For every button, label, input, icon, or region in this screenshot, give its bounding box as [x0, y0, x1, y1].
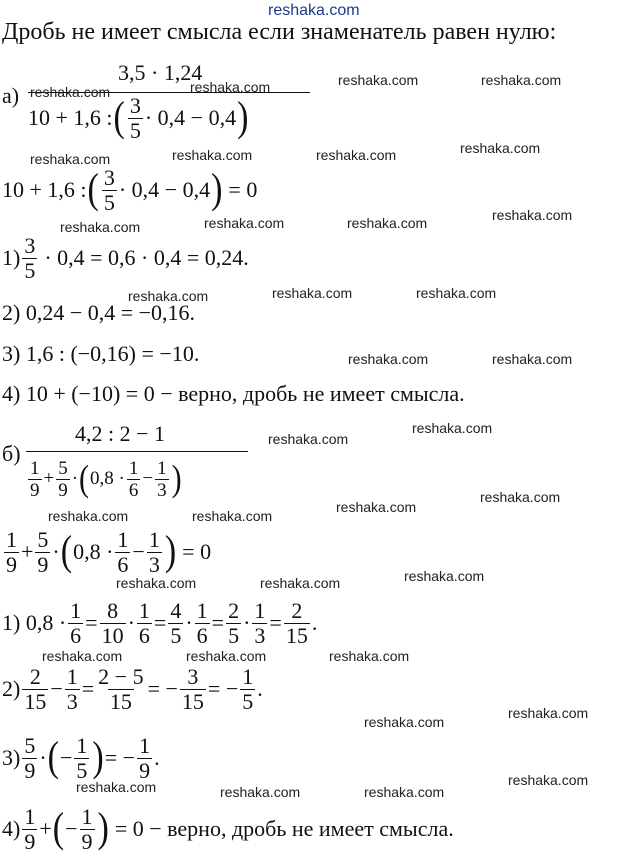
part-b-step-4	[2, 804, 454, 854]
fraction-numerator: 1	[148, 526, 160, 552]
minus-sign: −	[142, 468, 154, 489]
fraction-denominator: 6	[117, 551, 129, 577]
watermark: reshaka.com	[128, 288, 209, 304]
part-a-eq-rhs: = 0	[228, 177, 258, 202]
term: 0,8 ·	[73, 539, 114, 564]
dot-sign: ·	[71, 468, 79, 489]
part-b-fraction-bar	[26, 451, 248, 452]
fraction-numerator: 1	[81, 803, 93, 829]
fraction	[102, 164, 117, 215]
part-a-den-prefix: 10 + 1,6 :	[28, 105, 113, 130]
fraction-numerator: 1	[128, 457, 139, 479]
open-paren: (	[79, 457, 90, 499]
fraction	[240, 663, 255, 714]
fraction-denominator: 5	[103, 189, 115, 215]
fraction	[195, 597, 210, 648]
fraction	[147, 526, 162, 577]
fraction-denominator: 5	[129, 117, 141, 143]
fraction-denominator: 5	[228, 622, 240, 648]
watermark: reshaka.com	[347, 215, 428, 231]
part-b-step-1	[2, 598, 317, 648]
watermark: reshaka.com	[492, 207, 573, 223]
fraction-numerator: 1	[66, 663, 78, 689]
fraction-denominator: 9	[58, 479, 68, 501]
fraction	[28, 459, 42, 500]
dot-sign: ·	[39, 745, 47, 770]
part-a-eq-prefix: 10 + 1,6 :	[2, 177, 87, 202]
part-b-numerator: 4,2 : 2 − 1	[75, 421, 166, 446]
fraction	[22, 732, 37, 783]
fraction-denominator: 5	[76, 757, 88, 783]
operator: ·	[185, 610, 193, 635]
watermark: reshaka.com	[172, 147, 253, 163]
fraction-numerator: 1	[30, 457, 40, 479]
fraction-numerator: 1	[117, 526, 129, 552]
watermark: reshaka.com	[30, 151, 111, 167]
watermark: reshaka.com	[508, 772, 589, 788]
watermark: reshaka.com	[460, 140, 541, 156]
fraction-numerator: 4	[170, 597, 182, 623]
fraction-denominator: 9	[6, 551, 17, 577]
fraction	[168, 597, 183, 648]
watermark: reshaka.com	[76, 779, 157, 795]
plus-sign: +	[21, 539, 34, 564]
plus-sign: +	[43, 468, 55, 489]
term: 0,8 ·	[90, 468, 125, 489]
part-a-equation	[2, 164, 258, 215]
fraction	[128, 92, 143, 143]
fraction	[137, 732, 152, 783]
fraction-numerator: 2	[29, 663, 41, 689]
fraction-numerator: 3	[129, 92, 141, 118]
fraction-denominator: 9	[139, 757, 151, 783]
watermark: reshaka.com	[481, 72, 562, 88]
fraction-numerator: 3	[24, 232, 36, 258]
close-paren: )	[171, 457, 182, 499]
watermark: reshaka.com	[336, 499, 417, 515]
fraction	[226, 597, 241, 648]
fraction-denominator: 9	[37, 551, 49, 577]
fraction	[100, 597, 126, 648]
watermark: reshaka.com	[204, 215, 285, 231]
page-heading: Дробь не имеет смысла если знаменатель равен нулю:	[2, 19, 557, 45]
fraction	[22, 803, 37, 854]
fraction-numerator: 1	[157, 457, 167, 479]
fraction	[127, 459, 141, 500]
step-number: 2)	[2, 676, 21, 701]
fraction-numerator: 3	[103, 164, 115, 190]
fraction	[65, 663, 80, 714]
close-paren: )	[211, 166, 223, 213]
step-text: · 0,4 = 0,6 · 0,4 = 0,24.	[44, 245, 249, 270]
part-b-label: б)	[2, 441, 21, 466]
watermark: reshaka.com	[416, 285, 497, 301]
fraction-numerator: 2	[291, 597, 303, 623]
fraction	[4, 526, 19, 577]
fraction-numerator: 1	[24, 803, 36, 829]
step-number: 1)	[2, 245, 21, 270]
open-paren: (	[47, 734, 59, 781]
fraction-denominator: 10	[101, 622, 124, 648]
operator: =	[211, 610, 225, 635]
fraction	[96, 663, 145, 714]
watermark: reshaka.com	[316, 147, 397, 163]
watermark: reshaka.com	[480, 489, 561, 505]
watermark: reshaka.com	[508, 705, 589, 721]
part-b-equation	[2, 527, 211, 577]
period: .	[257, 676, 263, 701]
operator: = −	[147, 676, 178, 701]
part-a-numerator: 3,5 · 1,24	[118, 60, 203, 85]
operator: = −	[104, 745, 136, 770]
fraction-numerator: 8	[107, 597, 119, 623]
fraction-denominator: 15	[109, 688, 132, 714]
open-paren: (	[60, 528, 73, 575]
fraction	[68, 597, 83, 648]
fraction	[137, 597, 152, 648]
fraction	[56, 459, 70, 500]
fraction-denominator: 6	[138, 622, 150, 648]
operator: =	[153, 610, 167, 635]
fraction-numerator: 3	[187, 663, 199, 689]
watermark: reshaka.com	[116, 575, 197, 591]
step-number: 3)	[2, 745, 21, 770]
watermark: reshaka.com	[186, 648, 267, 664]
fraction-denominator: 15	[181, 688, 204, 714]
fraction-denominator: 3	[148, 551, 160, 577]
close-paren: )	[92, 734, 104, 781]
minus-sign: −	[65, 816, 78, 841]
watermark: reshaka.com	[364, 714, 445, 730]
fraction-denominator: 9	[24, 828, 36, 854]
watermark: reshaka.com	[190, 79, 271, 95]
fraction	[74, 732, 89, 783]
part-b-step-3	[2, 733, 160, 783]
dot-sign: ·	[52, 539, 60, 564]
open-paren: (	[52, 805, 65, 852]
watermark: reshaka.com	[30, 84, 111, 100]
operator: ·	[127, 610, 135, 635]
fraction	[284, 597, 310, 648]
step-number: 4)	[2, 816, 21, 841]
part-a-step-3: 3) 1,6 : (−0,16) = −10.	[2, 341, 200, 366]
watermark: reshaka.com	[60, 219, 141, 235]
part-a-step-2: 2) 0,24 − 0,4 = −0,16.	[2, 300, 196, 325]
fraction-denominator: 3	[157, 479, 167, 501]
watermark: reshaka.com	[42, 648, 123, 664]
fraction-denominator: 9	[81, 828, 93, 854]
fraction-numerator: 1	[254, 597, 266, 623]
fraction-numerator: 2 − 5	[98, 663, 144, 689]
operator: = −	[207, 676, 239, 701]
fraction-denominator: 6	[70, 622, 82, 648]
operator: =	[85, 610, 98, 635]
fraction-denominator: 5	[170, 622, 182, 648]
fraction-numerator: 1	[196, 597, 208, 623]
fraction-denominator: 9	[30, 479, 40, 501]
fraction	[22, 232, 37, 283]
fraction-denominator: 9	[24, 757, 36, 783]
part-a-step-4: 4) 10 + (−10) = 0 − верно, дробь не имеет смысла.	[2, 381, 465, 406]
watermark: reshaka.com	[412, 420, 493, 436]
fraction	[22, 663, 48, 714]
fraction-numerator: 1	[6, 526, 17, 552]
watermark: reshaka.com	[492, 351, 573, 367]
fraction	[115, 526, 130, 577]
fraction-numerator: 1	[138, 597, 150, 623]
fraction	[252, 597, 267, 648]
part-b-step-2	[2, 664, 263, 714]
watermark: reshaka.com	[272, 285, 353, 301]
step-text: = 0 − верно, дробь не имеет смысла.	[114, 816, 454, 841]
watermark: reshaka.com	[48, 508, 129, 524]
period: .	[311, 610, 318, 635]
watermark: reshaka.com	[220, 784, 301, 800]
minus-sign: −	[50, 676, 63, 701]
fraction-numerator: 5	[37, 526, 49, 552]
fraction-numerator: 1	[139, 732, 151, 758]
fraction-numerator: 5	[58, 457, 68, 479]
fraction-numerator: 1	[242, 663, 254, 689]
close-paren: )	[164, 528, 177, 575]
fraction-denominator: 3	[66, 688, 78, 714]
fraction-denominator: 3	[254, 622, 266, 648]
fraction-numerator: 1	[70, 597, 82, 623]
close-paren: )	[237, 94, 249, 141]
watermark: reshaka.com	[329, 648, 410, 664]
fraction-denominator: 15	[24, 688, 47, 714]
equation-rhs: = 0	[182, 539, 212, 564]
close-paren: )	[97, 805, 109, 852]
operator: ·	[243, 610, 251, 635]
fraction-numerator: 2	[228, 597, 240, 623]
open-paren: (	[87, 166, 99, 213]
fraction-numerator: 5	[24, 732, 36, 758]
period: .	[154, 745, 160, 770]
plus-sign: +	[39, 816, 52, 841]
fraction	[180, 663, 206, 714]
watermark: reshaka.com	[348, 351, 429, 367]
step-number: 1) 0,8 ·	[2, 610, 67, 635]
open-paren: (	[113, 94, 125, 141]
watermark: reshaka.com	[338, 72, 419, 88]
part-a-step-1	[2, 232, 249, 283]
watermark: reshaka.com	[364, 784, 445, 800]
fraction-denominator: 15	[285, 622, 308, 648]
watermark: reshaka.com	[268, 431, 349, 447]
operator: =	[81, 676, 95, 701]
fraction	[80, 803, 95, 854]
watermark: reshaka.com	[192, 508, 273, 524]
watermark: reshaka.com	[404, 568, 485, 584]
fraction	[35, 526, 50, 577]
minus-sign: −	[132, 539, 145, 564]
fraction-numerator: 1	[76, 732, 88, 758]
part-a-eq-inner: · 0,4 − 0,4	[118, 177, 211, 202]
fraction-denominator: 6	[128, 479, 139, 501]
operator: =	[269, 610, 282, 635]
part-b-denominator	[26, 455, 183, 503]
fraction	[155, 459, 169, 500]
watermark-top: reshaka.com	[268, 2, 360, 19]
fraction-denominator: 5	[24, 257, 36, 283]
part-a-label: а)	[2, 83, 20, 108]
watermark: reshaka.com	[260, 575, 341, 591]
fraction-denominator: 6	[196, 622, 208, 648]
part-a-den-inner: · 0,4 − 0,4	[144, 105, 237, 130]
fraction-denominator: 5	[242, 688, 254, 714]
minus-sign: −	[59, 745, 73, 770]
